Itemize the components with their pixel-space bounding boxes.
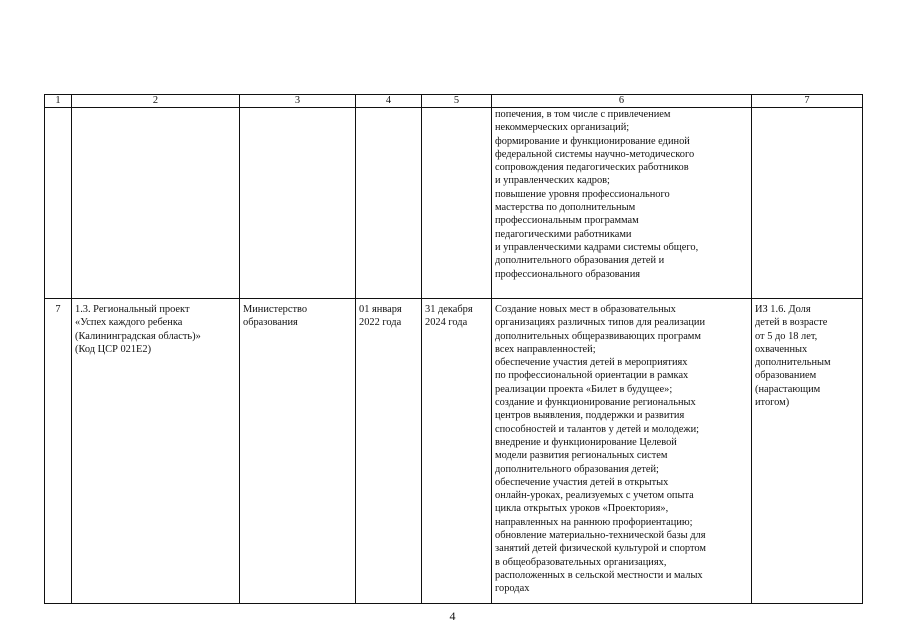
text-line: детей в возрасте bbox=[755, 317, 828, 329]
header-cell-1: 1 bbox=[45, 95, 72, 108]
row1-activities-cell bbox=[492, 108, 752, 299]
row1-col2-cell bbox=[72, 108, 240, 299]
text-line: цикла открытых уроков «Проектория», bbox=[495, 503, 669, 515]
text-line: обновление материально-технической базы для bbox=[495, 530, 706, 542]
text-line: городах bbox=[495, 583, 530, 595]
row1-col5-cell bbox=[422, 108, 492, 299]
text-line: попечения, в том числе с привлечением bbox=[495, 109, 671, 120]
text-line: и управленческими кадрами системы общего, bbox=[495, 241, 699, 253]
header-cell-7: 7 bbox=[752, 95, 863, 108]
row2-executor-cell bbox=[240, 299, 356, 604]
text-line: занятий детей физической культурой и спортом bbox=[495, 543, 706, 555]
text-line: Создание новых мест в образовательных bbox=[495, 304, 676, 315]
header-cell-2: 2 bbox=[72, 95, 240, 108]
row2-activities-cell bbox=[492, 299, 752, 604]
text-line: дополнительным bbox=[755, 357, 831, 369]
text-line: 2022 года bbox=[359, 317, 402, 329]
text-line: 01 января bbox=[359, 304, 402, 315]
text-line: профессионального образования bbox=[495, 268, 641, 280]
row2-start-date-cell bbox=[356, 299, 422, 604]
row1-col3-cell bbox=[240, 108, 356, 299]
text-line: образования bbox=[243, 317, 298, 329]
text-line: (Код ЦСР 021Е2) bbox=[75, 343, 152, 355]
text-line: охваченных bbox=[755, 343, 808, 355]
text-line: (нарастающим bbox=[755, 383, 821, 395]
text-line: повышение уровня профессионального bbox=[495, 188, 670, 200]
row1-col4-cell bbox=[356, 108, 422, 299]
text-line: центров выявления, поддержки и развития bbox=[495, 410, 685, 422]
header-cell-4: 4 bbox=[356, 95, 422, 108]
table-header-row bbox=[45, 95, 863, 108]
text-line: способностей и талантов у детей и молодежи; bbox=[495, 423, 700, 435]
text-line: расположенных в сельской местности и малых bbox=[495, 569, 703, 581]
header-cell-3: 3 bbox=[240, 95, 356, 108]
text-line: создание и функционирование региональных bbox=[495, 397, 696, 409]
text-line: дополнительных общеразвивающих программ bbox=[495, 330, 701, 342]
header-cell-5: 5 bbox=[422, 95, 492, 108]
text-line: в общеобразовательных организациях, bbox=[495, 556, 667, 568]
text-line: дополнительного образования детей и bbox=[495, 255, 665, 267]
table-row bbox=[45, 299, 863, 604]
text-line: мастерства по дополнительным bbox=[495, 202, 636, 214]
row2-end-date-cell bbox=[422, 299, 492, 604]
document-table bbox=[44, 94, 863, 604]
text-line: итогом) bbox=[755, 397, 790, 409]
text-line: направленных на раннюю профориентацию; bbox=[495, 516, 693, 528]
text-line: педагогическими работниками bbox=[495, 228, 632, 240]
text-line: профессиональным программам bbox=[495, 215, 639, 227]
text-line: модели развития региональных систем bbox=[495, 450, 668, 462]
text-line: некоммерческих организаций; bbox=[495, 122, 630, 134]
text-line: всех направленностей; bbox=[495, 343, 596, 355]
row2-project-cell bbox=[72, 299, 240, 604]
text-line: реализации проекта «Билет в будущее»; bbox=[495, 383, 673, 395]
text-line: внедрение и функционирование Целевой bbox=[495, 436, 677, 448]
text-line: Министерство bbox=[243, 304, 308, 315]
text-line: 2024 года bbox=[425, 317, 468, 329]
header-cell-6: 6 bbox=[492, 95, 752, 108]
row2-indicator-cell bbox=[752, 299, 863, 604]
text-line: от 5 до 18 лет, bbox=[755, 330, 818, 342]
table-row bbox=[45, 108, 863, 299]
text-line: 31 декабря bbox=[425, 304, 473, 315]
text-line: дополнительного образования детей; bbox=[495, 463, 659, 475]
row2-number-cell: 7 bbox=[45, 299, 72, 604]
row1-col7-cell bbox=[752, 108, 863, 299]
row1-col1-cell bbox=[45, 108, 72, 299]
text-line: обеспечение участия детей в мероприятиях bbox=[495, 357, 688, 369]
text-line: обеспечение участия детей в открытых bbox=[495, 476, 669, 488]
text-line: «Успех каждого ребенка bbox=[75, 317, 183, 329]
text-line: по профессиональной ориентации в рамках bbox=[495, 370, 689, 382]
text-line: ИЗ 1.6. Доля bbox=[755, 304, 811, 315]
text-line: и управленческих кадров; bbox=[495, 175, 610, 187]
text-line: онлайн-уроках, реализуемых с учетом опыта bbox=[495, 490, 694, 502]
text-line: формирование и функционирование единой bbox=[495, 135, 690, 147]
text-line: образованием bbox=[755, 370, 817, 382]
page-number: 4 bbox=[449, 609, 456, 623]
text-line: федеральной системы научно-методического bbox=[495, 148, 695, 160]
text-line: организациях различных типов для реализации bbox=[495, 317, 706, 329]
text-line: сопровождения педагогических работников bbox=[495, 162, 689, 174]
text-line: (Калининградская область)» bbox=[75, 330, 201, 342]
text-line: 1.3. Региональный проект bbox=[75, 304, 190, 315]
